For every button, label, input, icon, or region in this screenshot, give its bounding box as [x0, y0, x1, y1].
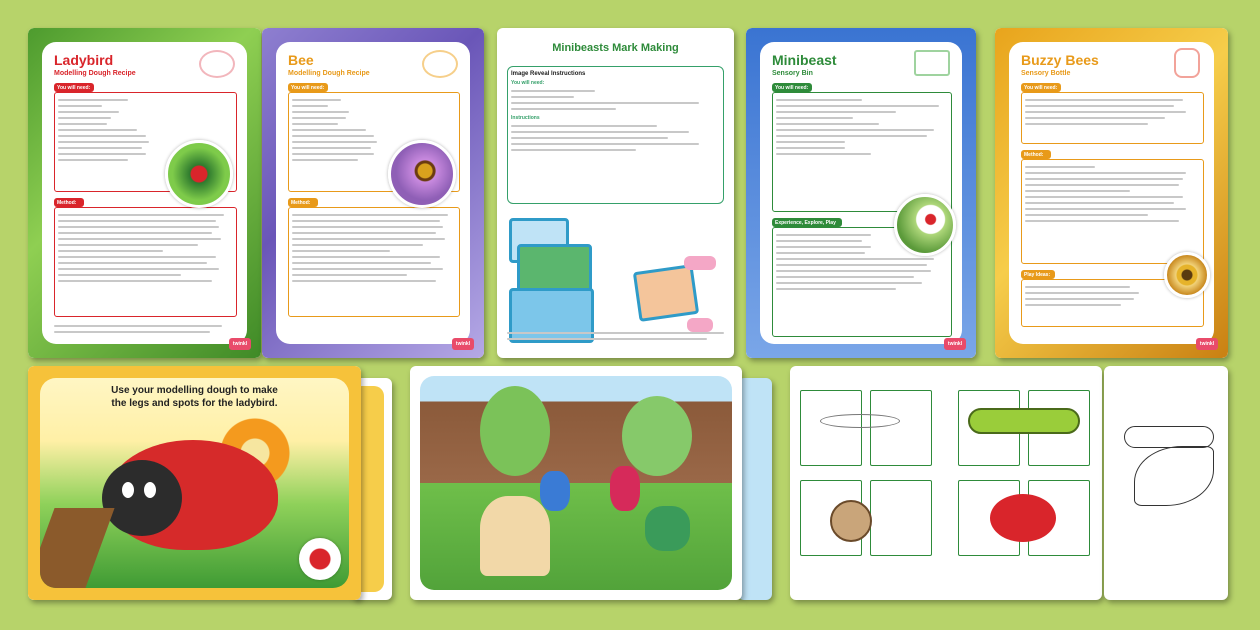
ladybird-badge: [299, 538, 341, 580]
method-box: [54, 207, 237, 317]
method-heading: Method:: [288, 198, 318, 207]
twinkl-logo: twinkl: [452, 338, 474, 350]
sheet-subtitle: Sensory Bin: [772, 70, 813, 77]
ladybird-icon: [990, 494, 1056, 542]
sensory-bin-icon: [914, 50, 950, 76]
child-kneeling: [540, 471, 570, 511]
you-will-need-heading: You will need:: [772, 83, 812, 92]
instructions-box: [507, 66, 724, 204]
mark-making-sheet[interactable]: [497, 28, 734, 358]
bush-right: [622, 396, 692, 476]
ingredients-heading: You will need:: [288, 83, 328, 92]
eye-right: [144, 482, 156, 498]
dragonfly-icon: [820, 414, 900, 428]
twinkl-logo: twinkl: [944, 338, 966, 350]
garden-scene-back: [738, 378, 772, 600]
ingredients-heading: You will need:: [54, 83, 94, 92]
dragonfly-card-left[interactable]: [800, 390, 862, 466]
ladybird-flower-photo: [894, 194, 956, 256]
instructions-heading: Instructions: [511, 115, 540, 121]
method-box: [288, 207, 460, 317]
tree-left: [480, 386, 550, 476]
ladybird-head: [102, 460, 182, 536]
child-girl: [610, 466, 640, 511]
you-will-need-heading: You will need:: [511, 80, 545, 86]
instructions-box-title: Image Reveal Instructions: [511, 71, 586, 77]
garden-illustration: [420, 376, 732, 590]
playmat-heading-line2: the legs and spots for the ladybird.: [111, 398, 278, 409]
sensory-bin-sheet[interactable]: [746, 28, 976, 358]
hand-icon: [1174, 48, 1200, 78]
play-ideas-heading: Play Ideas:: [1021, 270, 1055, 279]
recipe-title: Ladybird: [54, 52, 114, 68]
measuring-cups-icon: [422, 50, 458, 78]
matching-cards-sheet[interactable]: [790, 366, 1102, 600]
bee-recipe-sheet[interactable]: [262, 28, 484, 358]
caterpillar-icon: [968, 408, 1080, 434]
child-boy: [480, 496, 550, 576]
snail-icon: [830, 500, 872, 542]
method-heading: Method:: [1021, 150, 1051, 159]
ladybird-photo: [165, 140, 233, 208]
bee-photo: [388, 140, 456, 208]
playmat-scene: [40, 378, 349, 588]
sheet-title: Minibeasts Mark Making: [552, 42, 679, 54]
tree-branch: [40, 508, 115, 588]
dragonfly-card-right[interactable]: [870, 390, 932, 466]
garden-scene-sheet[interactable]: [410, 366, 742, 600]
sheet-title: Buzzy Bees: [1021, 52, 1099, 68]
eye-left: [122, 482, 134, 498]
sheet-subtitle: Sensory Bottle: [1021, 70, 1071, 77]
twinkl-logo: twinkl: [1196, 338, 1218, 350]
you-will-need-heading: You will need:: [1021, 83, 1061, 92]
method-heading: Method:: [54, 198, 84, 207]
ladybird-recipe-sheet[interactable]: [28, 28, 261, 358]
recipe-subtitle: Modelling Dough Recipe: [54, 70, 136, 77]
sheet-title: Minibeast: [772, 52, 837, 68]
measuring-cups-icon: [199, 50, 235, 78]
bees-photo: [1164, 252, 1210, 298]
colouring-sheet[interactable]: [1104, 366, 1228, 600]
twinkl-logo: twinkl: [229, 338, 251, 350]
materials-box: [1021, 92, 1204, 144]
colouring-leaf-outline: [1134, 446, 1214, 506]
playmat-heading-line1: Use your modelling dough to make: [111, 385, 278, 396]
child-magnifier: [645, 506, 690, 551]
sensory-bottle-sheet[interactable]: [995, 28, 1228, 358]
ladybird-playmat[interactable]: [28, 366, 361, 600]
colouring-caterpillar-outline: [1124, 426, 1214, 448]
method-box: [1021, 159, 1204, 264]
recipe-subtitle: Modelling Dough Recipe: [288, 70, 370, 77]
recipe-title: Bee: [288, 52, 314, 68]
explore-heading: Experience, Explore, Play: [772, 218, 842, 227]
snail-card-right[interactable]: [870, 480, 932, 556]
